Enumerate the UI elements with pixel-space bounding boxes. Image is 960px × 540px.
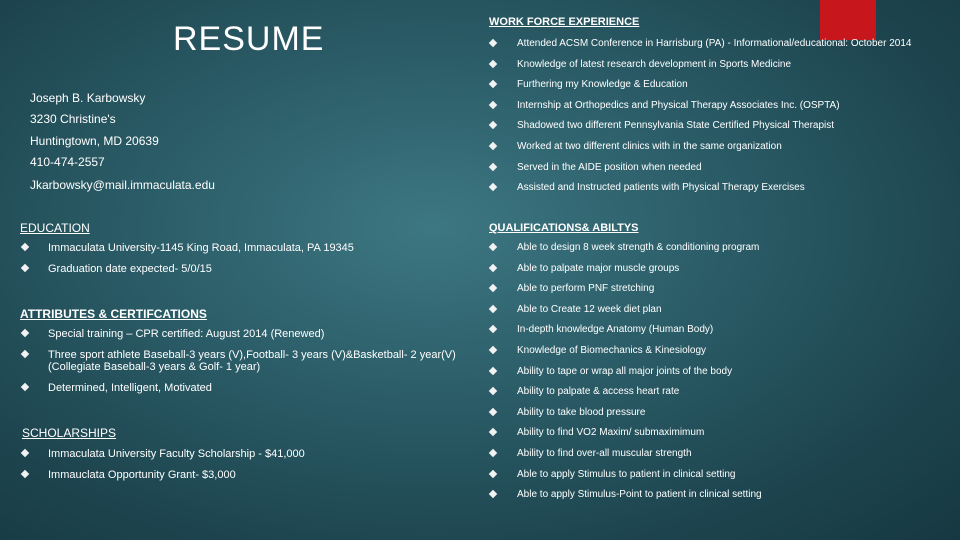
list-item <box>490 38 956 50</box>
work-force-list <box>490 38 956 194</box>
diamond-bullet-icon <box>489 428 497 436</box>
contact-phone: 410-474-2557 <box>30 155 105 169</box>
list-item <box>22 382 462 394</box>
list-item <box>490 427 956 439</box>
list-item-text: Attended ACSM Conference in Harrisburg (PA) - Informational/educational: October 2014 <box>517 38 912 49</box>
list-item-text: Furthering my Knowledge & Education <box>517 79 688 91</box>
list-item-text: Ability to tape or wrap all major joints of the body <box>517 365 733 377</box>
list-item-text: Ability to find VO2 Maxim/ submaximimum <box>517 427 705 439</box>
diamond-bullet-icon <box>489 366 497 374</box>
diamond-bullet-icon <box>489 325 497 333</box>
list-item-text: Ability to palpate & access heart rate <box>517 386 680 398</box>
list-item <box>490 366 956 378</box>
list-item-text: Assisted and Instructed patients with Physical Therapy Exercises <box>517 182 805 194</box>
list-item-text: Immaculata University Faculty Scholarship - $41,000 <box>48 448 305 460</box>
list-item <box>490 304 956 316</box>
list-item-text: Able to perform PNF stretching <box>517 283 655 295</box>
list-item <box>490 182 956 194</box>
list-item <box>22 263 462 275</box>
list-item <box>490 324 956 336</box>
scholarships-heading: SCHOLARSHIPS <box>22 426 117 440</box>
diamond-bullet-icon <box>21 449 29 457</box>
qualifications-heading: QUALIFICATIONS& ABILTYS <box>489 222 639 234</box>
diamond-bullet-icon <box>21 329 29 337</box>
list-item-text: Immauclata Opportunity Grant- $3,000 <box>48 469 236 481</box>
list-item-text: Internship at Orthopedics and Physical Therapy Associates Inc. (OSPTA) <box>517 99 840 111</box>
work-force-heading: WORK FORCE EXPERIENCE <box>489 16 640 28</box>
attributes-heading: ATTRIBUTES & CERTIFCATIONS <box>20 307 207 321</box>
diamond-bullet-icon <box>489 142 497 150</box>
list-item-text: Shadowed two different Pennsylvania State Certified Physical Therapist <box>517 120 835 132</box>
list-item-text: In-depth knowledge Anatomy (Human Body) <box>517 324 714 336</box>
diamond-bullet-icon <box>489 80 497 88</box>
list-item <box>490 141 956 153</box>
list-item <box>490 386 956 398</box>
list-item-text: Ability to find over-all muscular strength <box>517 447 692 459</box>
list-item <box>22 349 462 373</box>
diamond-bullet-icon <box>21 264 29 272</box>
attributes-list <box>22 328 462 394</box>
list-item <box>490 100 956 112</box>
list-item <box>490 469 956 481</box>
diamond-bullet-icon <box>489 387 497 395</box>
list-item-text: Knowledge of Biomechanics & Kinesiology <box>517 344 706 356</box>
education-list <box>22 242 462 275</box>
diamond-bullet-icon <box>489 449 497 457</box>
list-item-text: Determined, Intelligent, Motivated <box>48 382 212 394</box>
list-item <box>22 328 462 340</box>
diamond-bullet-icon <box>489 263 497 271</box>
list-item-text: Able to apply Stimulus to patient in clinical setting <box>517 468 736 480</box>
education-heading: EDUCATION <box>20 221 90 235</box>
list-item-text: Knowledge of latest research development in Sports Medicine <box>517 58 792 70</box>
list-item <box>490 283 956 295</box>
diamond-bullet-icon <box>489 469 497 477</box>
contact-email: Jkarbowsky@mail.immaculata.edu <box>30 178 215 192</box>
list-item <box>490 120 956 132</box>
list-item-text: Ability to take blood pressure <box>517 406 646 418</box>
list-item <box>490 162 956 174</box>
list-item <box>490 345 956 357</box>
list-item-text: Able to Create 12 week diet plan <box>517 303 662 315</box>
diamond-bullet-icon <box>489 346 497 354</box>
qualifications-list <box>490 242 956 501</box>
list-item-text: Immaculata University-1145 King Road, Immaculata, PA 19345 <box>48 242 354 254</box>
diamond-bullet-icon <box>489 408 497 416</box>
diamond-bullet-icon <box>489 305 497 313</box>
list-item-text: Served in the AIDE position when needed <box>517 161 702 173</box>
diamond-bullet-icon <box>489 243 497 251</box>
page-title: RESUME <box>173 20 325 58</box>
contact-city: Huntingtown, MD 20639 <box>30 134 159 148</box>
list-item-text: Graduation date expected- 5/0/15 <box>48 263 212 275</box>
list-item <box>22 242 462 254</box>
diamond-bullet-icon <box>489 121 497 129</box>
list-item <box>490 79 956 91</box>
list-item <box>22 448 462 460</box>
diamond-bullet-icon <box>489 284 497 292</box>
diamond-bullet-icon <box>489 59 497 67</box>
scholarships-list <box>22 448 462 481</box>
list-item-text: Three sport athlete Baseball-3 years (V),Football- 3 years (V)&Basketball- 2 year(V) (Collegiate Baseball-3 years & Golf- 1 year) <box>48 349 456 373</box>
list-item-text: Able to design 8 week strength & conditioning program <box>517 242 760 253</box>
list-item <box>22 469 462 481</box>
list-item <box>490 59 956 71</box>
list-item-text: Able to palpate major muscle groups <box>517 262 680 274</box>
diamond-bullet-icon <box>489 101 497 109</box>
contact-street: 3230 Christine's <box>30 112 116 126</box>
list-item <box>490 448 956 460</box>
list-item <box>490 242 956 254</box>
list-item <box>490 263 956 275</box>
diamond-bullet-icon <box>21 350 29 358</box>
list-item-text: Able to apply Stimulus-Point to patient in clinical setting <box>517 489 762 501</box>
diamond-bullet-icon <box>21 243 29 251</box>
diamond-bullet-icon <box>489 183 497 191</box>
diamond-bullet-icon <box>489 490 497 498</box>
red-accent-bar <box>820 0 876 40</box>
diamond-bullet-icon <box>489 39 497 47</box>
list-item-text: Worked at two different clinics with in the same organization <box>517 140 782 152</box>
list-item <box>490 407 956 419</box>
diamond-bullet-icon <box>21 470 29 478</box>
contact-name: Joseph B. Karbowsky <box>30 91 146 105</box>
diamond-bullet-icon <box>21 383 29 391</box>
list-item <box>490 489 956 501</box>
diamond-bullet-icon <box>489 162 497 170</box>
list-item-text: Special training – CPR certified: August 2014 (Renewed) <box>48 328 325 340</box>
